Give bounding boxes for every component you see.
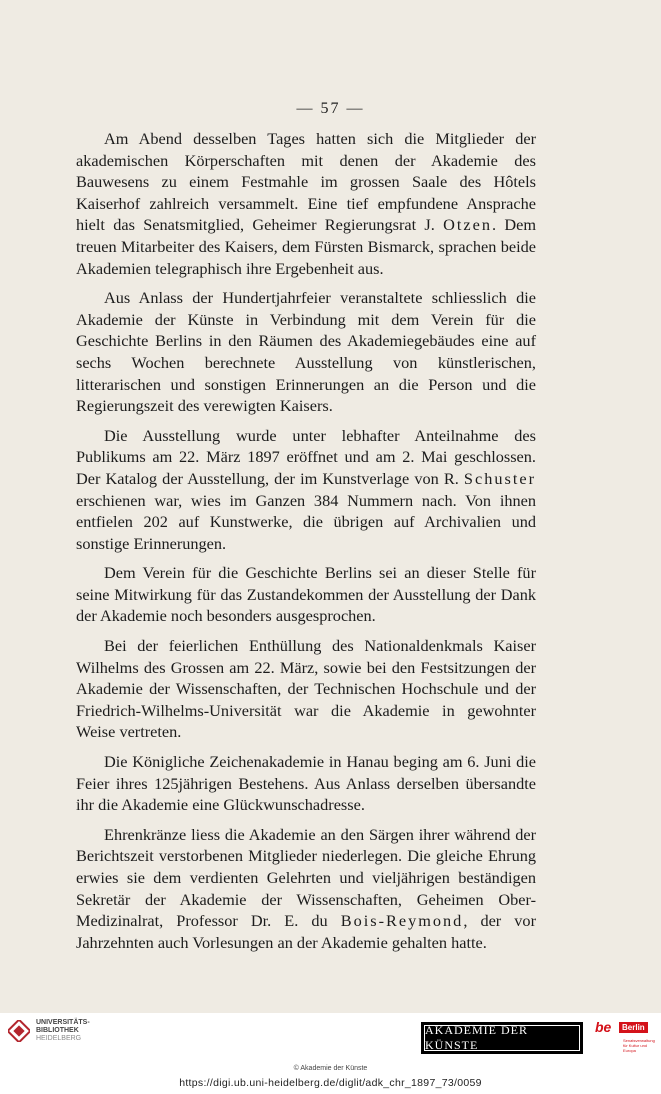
person-name-schuster: Schuster (463, 468, 536, 488)
ub-line-1: UNIVERSITÄTS- (36, 1019, 90, 1026)
berlin-badge: Berlin (619, 1022, 648, 1033)
paragraph-2: Aus Anlass der Hundertjahrfeier veranstaltete schliesslich die Akademie der Künste in Verbindung mit dem Verein für die Geschichte Berlins in den Räumen des Akademiegebäudes eine auf sechs Wochen berechnete Ausstellung von künstlerischen, litterarischen und sonstigen Erinnerungen an die Person und die Regierungszeit des verewigten Kaisers. (76, 288, 536, 416)
ub-heidelberg-label (36, 1019, 90, 1043)
person-name-bois-reymond: Bois-Reymond (340, 911, 464, 931)
akademie-der-kuenste-logo[interactable] (421, 1022, 583, 1054)
paragraph-6: Die Königliche Zeichenakademie in Hanau beging am 6. Juni die Feier ihres 125jährigen Bestehens. Aus Anlass derselben übersandte ihr die Akademie eine Glückwunschadresse. (76, 752, 536, 815)
paragraph-7-text-a: Ehrenkränze liess die Akademie an den Särgen ihrer während der Berichtszeit verstorbenen Mitglieder niederlegen. Die gleiche Ehrung erwies sie dem verdienten Gelehrten und vieljährigen beständigen Sekretär der Akademie der Wissenschaften, Geheimen Ober-Medizinalrat, Professor Dr. E. du (76, 824, 536, 931)
paragraph-7-text-b: , der vor Jahrzehnten auch Vorlesungen an der Akademie gehalten hatte. (76, 911, 536, 952)
copyright-notice: © Akademie der Künste (293, 1065, 368, 1072)
viewer-footer (0, 1013, 661, 1094)
person-name-otzen: Otzen (443, 215, 492, 235)
paragraph-1-text-b: . Dem treuen Mitarbeiter des Kaisers, dem Fürsten Bismarck, sprachen beide Akademien telegraphisch ihre Ergebenheit aus. (76, 215, 537, 278)
paragraph-3-text-a: Die Ausstellung wurde unter lebhafter Anteilnahme des Publikums am 22. März 1897 eröffnet und am 2. Mai geschlossen. Der Katalog der Ausstellung, der im Kunstverlage von R. (76, 425, 536, 488)
paragraph-4: Dem Verein für die Geschichte Berlins sei an dieser Stelle für seine Mitwirkung für das Zustandekommen der Ausstellung der Dank der Akademie noch besonders ausgesprochen. (76, 563, 536, 626)
berlin-sub-line-1: Senatsverwaltung (623, 1038, 655, 1043)
paragraph-3 (76, 425, 536, 555)
body-text (76, 128, 536, 961)
ub-line-3: HEIDELBERG (36, 1035, 82, 1042)
page-number: — 57 — (296, 100, 365, 117)
akademie-der-kuenste-label: AKADEMIE DER KÜNSTE (424, 1025, 580, 1051)
paragraph-7 (76, 824, 536, 954)
ub-heidelberg-logo[interactable] (8, 1019, 90, 1043)
paragraph-5: Bei der feierlichen Enthüllung des Nationaldenkmals Kaiser Wilhelms des Grossen am 22. März, sowie bei den Festsitzungen der Akademie der Wissenschaften, der Technischen Hochschule und der Friedrich-Wilhelms-Universität war die Akademie in gewohnter Weise vertreten. (76, 636, 536, 742)
berlin-senate-logo[interactable] (593, 1019, 655, 1059)
ub-heidelberg-emblem-icon (8, 1020, 30, 1042)
berlin-be-mark: be (595, 1019, 612, 1035)
permalink-url[interactable]: https://digi.ub.uni-heidelberg.de/diglit/adk_chr_1897_73/0059 (179, 1077, 482, 1089)
paragraph-1-text-a: Am Abend desselben Tages hatten sich die Mitglieder der akademischen Körperschaften mit denen der Akademie des Bauwesens zu einem Festmahle im grossen Saale des Hôtels Kaiserhof zahlreich versammelt. Eine tief empfundene Ansprache hielt das Senatsmitglied, Geheimer Regierungsrat J. (76, 129, 536, 235)
paragraph-3-text-b: erschienen war, wies im Ganzen 384 Nummern nach. Von ihnen entfielen 202 auf Kunstwerke, die übrigen auf Archivalien und sonstige Erinnerungen. (76, 490, 536, 553)
berlin-sub-line-2: für Kultur und Europa (623, 1043, 648, 1053)
ub-line-2: BIBLIOTHEK (36, 1027, 79, 1034)
berlin-senate-subtitle (623, 1038, 655, 1053)
paragraph-1 (76, 128, 536, 279)
